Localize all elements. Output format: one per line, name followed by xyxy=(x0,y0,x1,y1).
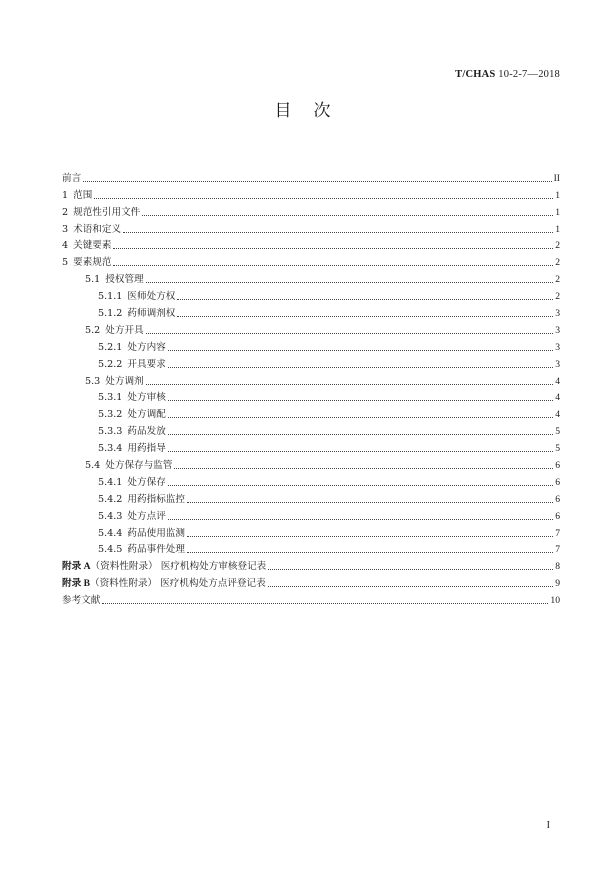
toc-entry-text: 关键要素 xyxy=(73,240,112,252)
toc-entry-number: 5.4 xyxy=(85,460,101,472)
toc-entry-number: 5.2 xyxy=(85,324,101,336)
toc-entry[interactable] xyxy=(62,236,560,253)
toc-entry-label xyxy=(62,240,111,252)
toc-entry-label xyxy=(98,477,166,489)
toc-dot-leader xyxy=(187,502,553,503)
toc-entry-text: 处方点评 xyxy=(127,510,166,522)
toc-entry-page: 7 xyxy=(555,527,560,539)
toc-entry[interactable] xyxy=(62,489,560,506)
toc-entry-number: 5.3.1 xyxy=(98,392,123,404)
toc-entry-number: 5.4.5 xyxy=(98,544,123,556)
toc-entry-text: 医师处方权 xyxy=(127,291,176,303)
toc-entry-text: 处方调剂 xyxy=(105,375,144,387)
toc-entry-label xyxy=(62,190,92,202)
toc-entry[interactable] xyxy=(62,168,560,185)
toc-entry-number: 5.2.2 xyxy=(98,358,123,370)
toc-entry-number: 附录 A xyxy=(62,561,91,573)
toc-entry-page: 10 xyxy=(550,595,560,607)
toc-entry-text: 前言 xyxy=(62,172,82,184)
toc-entry[interactable] xyxy=(62,523,560,540)
toc-entry[interactable] xyxy=(62,252,560,269)
toc-dot-leader xyxy=(168,367,553,368)
toc-entry-text: 开具要求 xyxy=(127,358,166,370)
toc-entry-text: 处方内容 xyxy=(127,341,166,353)
toc-entry-page: 1 xyxy=(555,206,560,218)
toc-dot-leader xyxy=(83,181,551,182)
toc-dot-leader xyxy=(168,451,553,452)
toc-dot-leader xyxy=(168,434,553,435)
toc-dot-leader xyxy=(123,232,553,233)
toc-entry-text: 要素规范 xyxy=(73,257,112,269)
toc-entry-text: 药师调剂权 xyxy=(127,308,176,320)
toc-entry-label xyxy=(62,561,266,573)
document-code-suffix: 10-2-7—2018 xyxy=(498,69,560,80)
toc-entry-page: 6 xyxy=(555,476,560,488)
toc-entry-label xyxy=(98,426,166,438)
toc-entry-label xyxy=(98,308,175,320)
toc-entry[interactable] xyxy=(62,438,560,455)
toc-dot-leader xyxy=(94,198,553,199)
toc-entry[interactable] xyxy=(62,185,560,202)
toc-entry-number: 5 xyxy=(62,257,69,269)
toc-entry-text: （资料性附录） 医疗机构处方点评登记表 xyxy=(90,578,266,590)
toc-entry-label xyxy=(98,392,166,404)
table-of-contents xyxy=(62,168,560,607)
toc-entry-page: 5 xyxy=(555,426,560,438)
toc-entry-page: II xyxy=(553,172,560,184)
toc-entry-page: 1 xyxy=(555,189,560,201)
toc-entry-page: 9 xyxy=(555,578,560,590)
toc-entry-number: 5.4.4 xyxy=(98,527,123,539)
toc-entry-label xyxy=(62,224,121,236)
toc-dot-leader xyxy=(177,299,553,300)
toc-entry[interactable] xyxy=(62,472,560,489)
toc-entry-number: 5.1.2 xyxy=(98,308,123,320)
toc-entry-page: 4 xyxy=(555,375,560,387)
toc-dot-leader xyxy=(168,417,553,418)
toc-entry-page: 3 xyxy=(555,341,560,353)
toc-entry-text: 用药指标监控 xyxy=(127,493,185,505)
toc-dot-leader xyxy=(268,586,553,587)
toc-entry-page: 8 xyxy=(555,561,560,573)
toc-entry[interactable] xyxy=(62,573,560,590)
toc-entry-number: 附录 B xyxy=(62,578,90,590)
toc-dot-leader xyxy=(146,333,554,334)
toc-entry-text: 参考文献 xyxy=(62,595,101,607)
toc-entry-label xyxy=(62,207,140,219)
toc-entry[interactable] xyxy=(62,337,560,354)
toc-entry-text: 药品发放 xyxy=(127,426,166,438)
toc-title: 目次 xyxy=(274,101,353,121)
toc-entry-page: 7 xyxy=(555,544,560,556)
toc-entry-label xyxy=(98,494,185,506)
document-code xyxy=(455,69,560,80)
toc-entry-label xyxy=(85,274,144,286)
toc-entry-page: 2 xyxy=(555,274,560,286)
toc-entry-page: 1 xyxy=(555,223,560,235)
toc-entry[interactable] xyxy=(62,303,560,320)
toc-dot-leader xyxy=(268,569,553,570)
toc-entry-label xyxy=(85,376,144,388)
toc-entry[interactable] xyxy=(62,219,560,236)
toc-dot-leader xyxy=(146,282,554,283)
toc-entry[interactable] xyxy=(62,371,560,388)
toc-entry-page: 3 xyxy=(555,308,560,320)
toc-entry-label xyxy=(62,257,111,269)
toc-dot-leader xyxy=(168,400,553,401)
toc-dot-leader xyxy=(187,552,553,553)
toc-entry-label xyxy=(98,291,175,303)
toc-entry[interactable] xyxy=(62,556,560,573)
toc-entry-page: 6 xyxy=(555,460,560,472)
toc-entry-number: 1 xyxy=(62,189,69,201)
toc-entry-text: 规范性引用文件 xyxy=(73,206,141,218)
toc-entry-label xyxy=(62,578,266,590)
toc-entry-text: 范围 xyxy=(73,189,93,201)
toc-dot-leader xyxy=(113,248,553,249)
toc-entry-number: 5.2.1 xyxy=(98,341,123,353)
toc-entry-label xyxy=(98,528,185,540)
toc-entry[interactable] xyxy=(62,506,560,523)
toc-entry[interactable] xyxy=(62,320,560,337)
toc-entry-text: （资料性附录） 医疗机构处方审核登记表 xyxy=(90,561,267,573)
toc-entry-number: 4 xyxy=(62,240,69,252)
toc-entry-number: 5.4.3 xyxy=(98,510,123,522)
toc-entry-text: 药品使用监测 xyxy=(127,527,185,539)
toc-entry[interactable] xyxy=(62,455,560,472)
toc-entry-label xyxy=(98,342,166,354)
toc-entry-number: 3 xyxy=(62,223,69,235)
toc-entry-text: 药品事件处理 xyxy=(127,544,185,556)
toc-entry[interactable] xyxy=(62,269,560,286)
toc-dot-leader xyxy=(113,265,553,266)
toc-entry-text: 处方保存 xyxy=(127,476,166,488)
toc-entry[interactable] xyxy=(62,421,560,438)
toc-entry-label xyxy=(62,595,100,607)
toc-dot-leader xyxy=(168,350,553,351)
toc-dot-leader xyxy=(168,485,553,486)
toc-entry[interactable] xyxy=(62,404,560,421)
toc-entry-text: 处方审核 xyxy=(127,392,166,404)
toc-entry-number: 5.3.3 xyxy=(98,426,123,438)
toc-entry-label xyxy=(98,443,166,455)
toc-dot-leader xyxy=(142,215,553,216)
toc-entry-page: 2 xyxy=(555,291,560,303)
toc-entry[interactable] xyxy=(62,540,560,557)
toc-entry-number: 5.3 xyxy=(85,375,101,387)
toc-entry-page: 6 xyxy=(555,510,560,522)
toc-entry-page: 2 xyxy=(555,257,560,269)
toc-entry-label xyxy=(98,409,166,421)
toc-entry-page: 2 xyxy=(555,240,560,252)
toc-entry-number: 5.4.1 xyxy=(98,476,123,488)
toc-entry[interactable] xyxy=(62,354,560,371)
toc-dot-leader xyxy=(146,384,554,385)
toc-dot-leader xyxy=(168,519,553,520)
toc-dot-leader xyxy=(177,316,553,317)
toc-entry-page: 4 xyxy=(555,392,560,404)
toc-entry-text: 处方保存与监管 xyxy=(105,460,173,472)
toc-entry-page: 6 xyxy=(555,493,560,505)
toc-entry-page: 3 xyxy=(555,324,560,336)
toc-entry[interactable] xyxy=(62,286,560,303)
toc-entry-number: 5.3.4 xyxy=(98,443,123,455)
toc-entry-page: 3 xyxy=(555,358,560,370)
toc-entry[interactable] xyxy=(62,202,560,219)
toc-entry-text: 术语和定义 xyxy=(73,223,122,235)
toc-entry-text: 处方调配 xyxy=(127,409,166,421)
toc-entry[interactable] xyxy=(62,590,560,607)
toc-entry-label xyxy=(85,460,172,472)
toc-entry-label xyxy=(98,359,166,371)
toc-entry[interactable] xyxy=(62,388,560,405)
toc-entry-number: 5.1.1 xyxy=(98,291,123,303)
toc-entry-label xyxy=(85,325,144,337)
page-number: I xyxy=(546,820,550,831)
toc-entry-text: 处方开具 xyxy=(105,324,144,336)
toc-entry-page: 4 xyxy=(555,409,560,421)
toc-entry-text: 授权管理 xyxy=(105,274,144,286)
toc-entry-number: 2 xyxy=(62,206,69,218)
toc-entry-number: 5.3.2 xyxy=(98,409,123,421)
toc-entry-text: 用药指导 xyxy=(127,443,166,455)
toc-dot-leader xyxy=(187,536,553,537)
toc-entry-number: 5.4.2 xyxy=(98,493,123,505)
toc-entry-label xyxy=(98,544,185,556)
toc-entry-page: 5 xyxy=(555,443,560,455)
toc-entry-label xyxy=(62,173,81,185)
document-code-prefix: T/CHAS xyxy=(455,69,496,80)
toc-dot-leader xyxy=(102,603,548,604)
toc-dot-leader xyxy=(174,468,553,469)
toc-entry-number: 5.1 xyxy=(85,274,101,286)
toc-entry-label xyxy=(98,511,166,523)
